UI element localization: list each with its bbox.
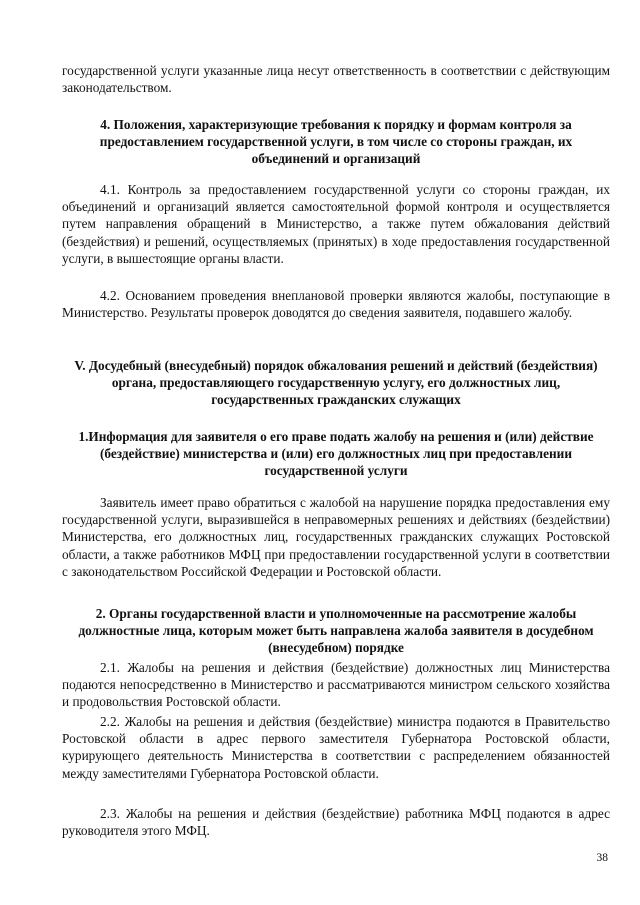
paragraph-2-1: 2.1. Жалобы на решения и действия (бездействие) должностных лиц Министерства подаются непосредственно в Министерство и рассматриваются министром сельского хозяйства и продовольствия Ростовской области. — [62, 660, 610, 710]
paragraph-applicant-right: Заявитель имеет право обратиться с жалобой на нарушение порядка предоставления ему государственной услуги, выразившейся в неправомерных решениях и действиях (бездействии) Министерства, его должностных лиц, государственных гражданских служащих Ростовской области, а также работников МФЦ при предоставлении государственной услуги в соответствии с законодательством Российской Федерации и Ростовской области. — [62, 495, 610, 579]
page-number: 38 — [596, 852, 608, 864]
paragraph-2-2: 2.2. Жалобы на решения и действия (бездействие) министра подаются в Правительство Ростовской области в адрес первого заместителя Губернатора Ростовской области, курирующего деятельность Министерства в соответствии с распределением обязанностей между заместителями Губернатора Ростовской области. — [62, 714, 610, 781]
paragraph-intro: государственной услуги указанные лица несут ответственность в соответствии с действующим законодательством. — [62, 63, 610, 96]
paragraph-2-3: 2.3. Жалобы на решения и действия (бездействие) работника МФЦ подаются в адрес руководителя этого МФЦ. — [62, 806, 610, 839]
subsection-1-heading: 1.Информация для заявителя о его праве подать жалобу на решения и (или) действие (бездействие) министерства и (или) его должностных лиц при предоставлении государственной услуги — [78, 429, 594, 479]
paragraph-4-1: 4.1. Контроль за предоставлением государственной услуги со стороны граждан, их объединений и организаций является самостоятельной формой контроля и осуществляется путем направления обращений в Министерство, а также путем обжалования действий (бездействия) и решений, осуществляемых (принятых) в ходе предоставления государственной услуги, в вышестоящие органы власти. — [62, 182, 610, 266]
paragraph-4-2: 4.2. Основанием проведения внеплановой проверки являются жалобы, поступающие в Министерство. Результаты проверок доводятся до сведения заявителя, подавшего жалобу. — [62, 288, 610, 321]
section-5-heading: V. Досудебный (внесудебный) порядок обжалования решений и действий (бездействия) органа, предоставляющего государственную услугу, его должностных лиц, государственных гражданских служащих — [74, 358, 598, 408]
section-4-heading: 4. Положения, характеризующие требования к порядку и формам контроля за предоставлением государственной услуги, в том числе со стороны граждан, их объединений и организаций — [99, 117, 573, 167]
subsection-2-heading: 2. Органы государственной власти и уполномоченные на рассмотрение жалобы должностные лица, которым может быть направлена жалоба заявителя в досудебном (внесудебном) порядке — [78, 606, 594, 656]
